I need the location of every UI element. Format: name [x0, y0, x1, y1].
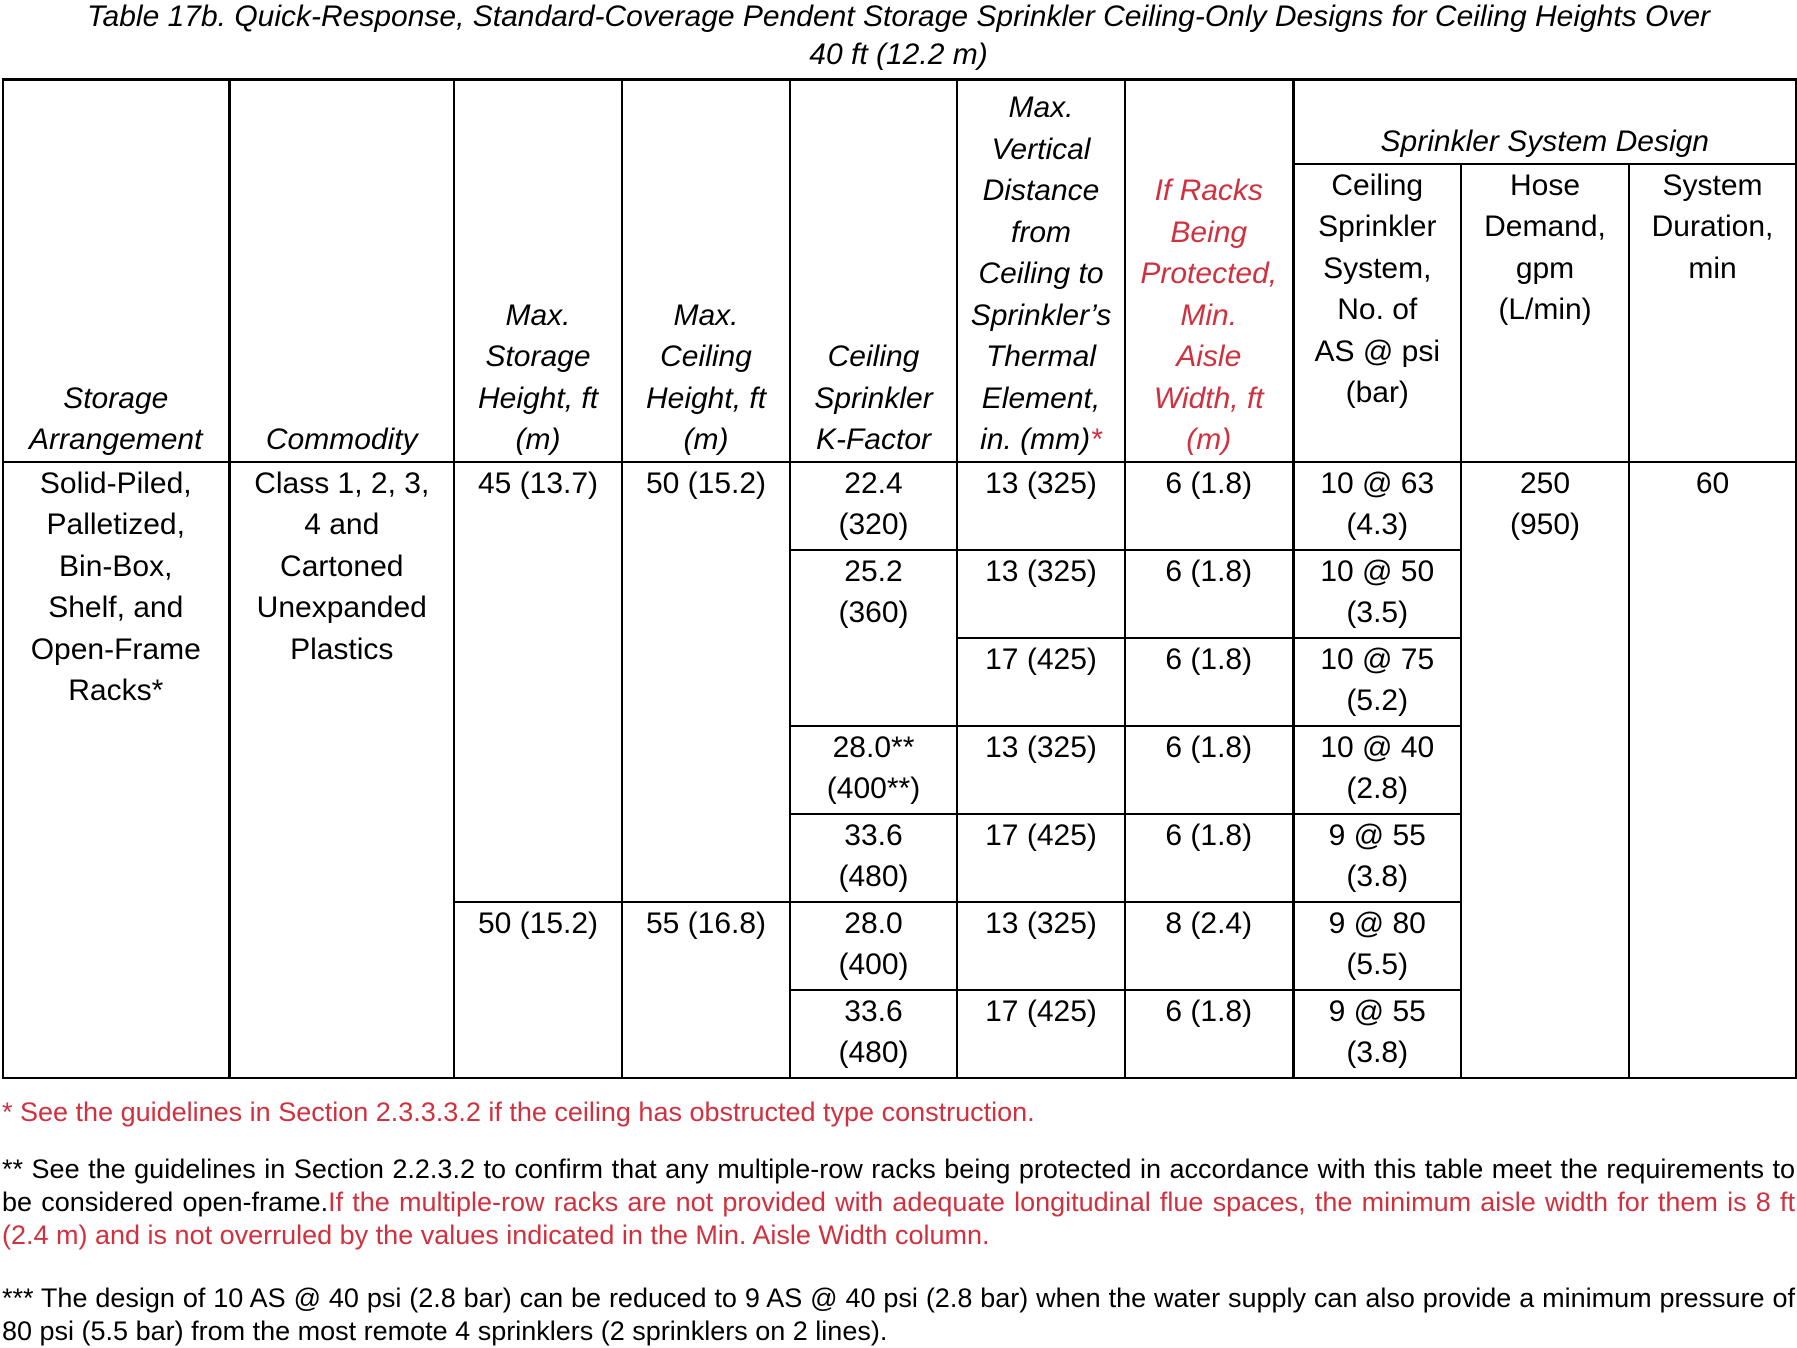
- aisle-width-value: 6 (1.8): [1165, 466, 1253, 500]
- storage-height-value: 50 (15.2): [477, 906, 599, 940]
- cell-line: Distance: [982, 174, 1100, 207]
- ceiling-height-cell: [622, 462, 790, 902]
- cell-line: (2.8): [1346, 772, 1409, 805]
- cell-line: (3.8): [1346, 1036, 1409, 1069]
- system-duration-cell: [1629, 462, 1796, 1078]
- hose-demand-cell: [1461, 462, 1629, 1078]
- distance-cell: [957, 726, 1125, 814]
- cell-line: (m): [1186, 423, 1232, 456]
- cell-line: (480): [838, 860, 909, 893]
- vertical-distance-label-lines: [958, 87, 1124, 461]
- cell-line: Cartoned: [280, 549, 404, 583]
- aisle-width-cell: [1125, 638, 1293, 726]
- cell-line: Shelf, and: [48, 591, 184, 624]
- distance-value: 13 (325): [985, 554, 1097, 588]
- cell-line: Class 1, 2, 3,: [254, 466, 430, 500]
- col-header-max-storage-height: [454, 80, 622, 462]
- cell-line: Sprinkler: [814, 381, 933, 415]
- cell-line: 10 @ 75: [1320, 642, 1435, 676]
- cell-line: Storage: [485, 340, 591, 373]
- cell-line: Aisle: [1176, 340, 1242, 373]
- cell-line: Storage: [63, 381, 169, 415]
- cell-line: Width, ft: [1153, 381, 1264, 415]
- distance-value: 17 (425): [985, 818, 1097, 852]
- commodity-cell: [229, 462, 454, 1078]
- footnote-2-text: ** See the guidelines in Section 2.2.3.2 to confirm that any multiple-row racks being protected in accordance with this table meet the requirements to be considered open-frame.: [2, 1154, 1795, 1217]
- cell-line: Racks*: [68, 674, 164, 707]
- aisle-width-cell: [1125, 902, 1293, 990]
- aisle-width-value: 8 (2.4): [1165, 906, 1253, 940]
- sprinkler-design-table: [2, 78, 1797, 1079]
- col-group-header-system-design: [1293, 80, 1796, 164]
- cell-line: If Racks: [1154, 174, 1263, 207]
- cell-line: 10 @ 63: [1320, 466, 1435, 500]
- cell-line: gpm: [1515, 251, 1575, 285]
- cell-line: (m): [683, 423, 729, 456]
- system-design-cell: [1293, 462, 1461, 550]
- system-duration-value: 60: [1695, 466, 1730, 500]
- ceiling-height-cell: [622, 902, 790, 1078]
- cell-line: (m): [515, 423, 561, 456]
- cell-line: 4 and: [304, 508, 380, 541]
- storage-height-cell: [454, 902, 622, 1078]
- cell-line: (320): [838, 508, 909, 541]
- col-header-commodity: [229, 80, 454, 462]
- cell-line: Open-Frame: [30, 632, 201, 666]
- cell-line: Ceiling: [1331, 168, 1424, 202]
- col-header-system-duration: [1629, 164, 1796, 462]
- cell-line: 250: [1519, 466, 1571, 500]
- system-design-cell: [1293, 902, 1461, 990]
- cell-line: Sprinkler’s: [970, 298, 1112, 332]
- cell-line: No. of: [1337, 293, 1418, 326]
- col-header-max-ceiling-height: [622, 80, 790, 462]
- distance-cell: [957, 902, 1125, 990]
- aisle-width-value: 6 (1.8): [1165, 818, 1253, 852]
- distance-cell: [957, 550, 1125, 638]
- cell-line: (5.5): [1346, 948, 1409, 981]
- system-design-cell: [1293, 726, 1461, 814]
- col-header-vertical-distance: [957, 80, 1125, 462]
- col-header-aisle-width: [1125, 80, 1293, 462]
- aisle-width-cell: [1125, 726, 1293, 814]
- table-row: [3, 462, 1796, 550]
- cell-line: from: [1011, 215, 1071, 249]
- cell-line: Max.: [505, 298, 571, 332]
- cell-line: (bar): [1345, 376, 1409, 409]
- cell-line: Max.: [673, 298, 739, 332]
- cell-line: 9 @ 80: [1328, 906, 1426, 940]
- cell-line: Height, ft: [645, 381, 767, 415]
- k-factor-cell: [790, 902, 957, 990]
- k-factor-cell: [790, 814, 957, 902]
- cell-line: Duration,: [1651, 210, 1774, 243]
- aisle-width-cell: [1125, 550, 1293, 638]
- system-design-cell: [1293, 990, 1461, 1078]
- col-header-commodity-label: Commodity: [265, 423, 418, 456]
- cell-line: (4.3): [1346, 508, 1409, 541]
- aisle-width-cell: [1125, 990, 1293, 1078]
- distance-cell: [957, 638, 1125, 726]
- cell-line: (5.2): [1346, 684, 1409, 717]
- cell-line: 28.0: [844, 906, 903, 940]
- distance-cell: [957, 990, 1125, 1078]
- distance-value: 13 (325): [985, 730, 1097, 764]
- distance-value: 17 (425): [985, 994, 1097, 1028]
- aisle-width-cell: [1125, 814, 1293, 902]
- aisle-width-value: 6 (1.8): [1165, 554, 1253, 588]
- distance-cell: [957, 814, 1125, 902]
- cell-line: Ceiling to: [978, 257, 1104, 290]
- cell-line: (480): [838, 1036, 909, 1069]
- cell-line: (3.5): [1346, 596, 1409, 629]
- k-factor-cell: [790, 990, 957, 1078]
- col-header-ceiling-sprinkler-system: [1293, 164, 1461, 462]
- cell-line: min: [1688, 251, 1737, 285]
- system-design-cell: [1293, 550, 1461, 638]
- footnote-3: *** The design of 10 AS @ 40 psi (2.8 bar) can be reduced to 9 AS @ 40 psi (2.8 bar) when the water supply can also provide a minimum pressure of 80 psi (5.5 bar) from the most remote 4 sprinklers (2 sprinklers on 2 lines).: [2, 1283, 1795, 1346]
- cell-line: Being: [1170, 215, 1248, 249]
- cell-line: [958, 419, 1124, 461]
- cell-line: Thermal: [985, 340, 1097, 373]
- cell-line: Solid-Piled,: [39, 466, 192, 500]
- cell-line: (400**): [826, 772, 921, 805]
- cell-line: 25.2: [844, 554, 903, 588]
- distance-value: 13 (325): [985, 906, 1097, 940]
- cell-line: 22.4: [844, 466, 903, 500]
- cell-line: (400): [838, 948, 909, 981]
- caption-line-2: 40 ft (12.2 m): [809, 38, 988, 71]
- col-header-k-factor: [790, 80, 957, 462]
- k-factor-cell: [790, 462, 957, 550]
- k-factor-cell: [790, 550, 957, 726]
- cell-line-text: in. (mm): [980, 423, 1091, 456]
- cell-line: Element,: [981, 381, 1101, 415]
- aisle-width-value: 6 (1.8): [1165, 994, 1253, 1028]
- cell-line: 28.0**: [832, 730, 915, 764]
- cell-line: 9 @ 55: [1328, 994, 1426, 1028]
- cell-line: Max.: [1008, 91, 1074, 124]
- distance-value: 17 (425): [985, 642, 1097, 676]
- col-header-hose-demand: [1461, 164, 1629, 462]
- cell-line: Height, ft: [477, 381, 599, 415]
- storage-height-cell: [454, 462, 622, 902]
- cell-line: Palletized,: [46, 508, 185, 541]
- system-design-group-label: Sprinkler System Design: [1380, 125, 1709, 158]
- cell-line: Hose: [1509, 168, 1581, 202]
- system-design-cell: [1293, 814, 1461, 902]
- cell-line: (L/min): [1498, 293, 1592, 326]
- cell-line: 10 @ 50: [1320, 554, 1435, 588]
- cell-line: Ceiling: [660, 340, 752, 373]
- cell-line: Ceiling: [827, 340, 920, 373]
- cell-line: Sprinkler: [1318, 210, 1437, 243]
- aisle-width-value: 6 (1.8): [1165, 642, 1253, 676]
- aisle-width-cell: [1125, 462, 1293, 550]
- cell-line: Protected,: [1140, 257, 1278, 290]
- footnote-1: * See the guidelines in Section 2.3.3.3.2 if the ceiling has obstructed type construction.: [2, 1097, 1035, 1127]
- cell-line: (360): [838, 596, 909, 629]
- ceiling-height-value: 55 (16.8): [645, 906, 767, 940]
- table-caption: [0, 0, 1797, 74]
- cell-line: 33.6: [844, 994, 903, 1028]
- storage-arrangement-cell: [3, 462, 229, 1078]
- footnote-2: [2, 1153, 1795, 1252]
- cell-line: K-Factor: [815, 423, 932, 456]
- cell-line: System: [1662, 168, 1763, 202]
- cell-line: Arrangement: [29, 423, 203, 456]
- cell-line: Demand,: [1484, 210, 1606, 243]
- cell-line: Plastics: [290, 632, 394, 666]
- distance-cell: [957, 462, 1125, 550]
- footnote-marker: *: [1090, 423, 1102, 456]
- ceiling-height-value: 50 (15.2): [645, 466, 767, 500]
- distance-value: 13 (325): [985, 466, 1097, 500]
- cell-line: 10 @ 40: [1320, 730, 1435, 764]
- cell-line: Min.: [1180, 298, 1238, 332]
- cell-line: 9 @ 55: [1328, 818, 1426, 852]
- cell-line: Unexpanded: [256, 591, 427, 624]
- cell-line: AS @ psi: [1314, 334, 1440, 368]
- cell-line: (3.8): [1346, 860, 1409, 893]
- aisle-width-value: 6 (1.8): [1165, 730, 1253, 764]
- storage-height-value: 45 (13.7): [477, 466, 599, 500]
- cell-line: 33.6: [844, 818, 903, 852]
- cell-line: (950): [1509, 508, 1581, 541]
- cell-line: Vertical: [991, 132, 1091, 166]
- cell-line: System,: [1323, 251, 1432, 285]
- caption-line-1: Table 17b. Quick-Response, Standard-Coverage Pendent Storage Sprinkler Ceiling-Only Designs for Ceiling Heights Over: [86, 0, 1711, 33]
- footnote-2-highlight: If the multiple-row racks are not provided with adequate longitudinal flue spaces, the minimum aisle width for them is 8 ft (2.4 m) and is not overruled by the values indicated in the Min. Aisle Width column.: [2, 1187, 1796, 1250]
- cell-line: Bin-Box,: [59, 549, 173, 583]
- system-design-cell: [1293, 638, 1461, 726]
- col-header-storage-arrangement: [3, 80, 229, 462]
- k-factor-cell: [790, 726, 957, 814]
